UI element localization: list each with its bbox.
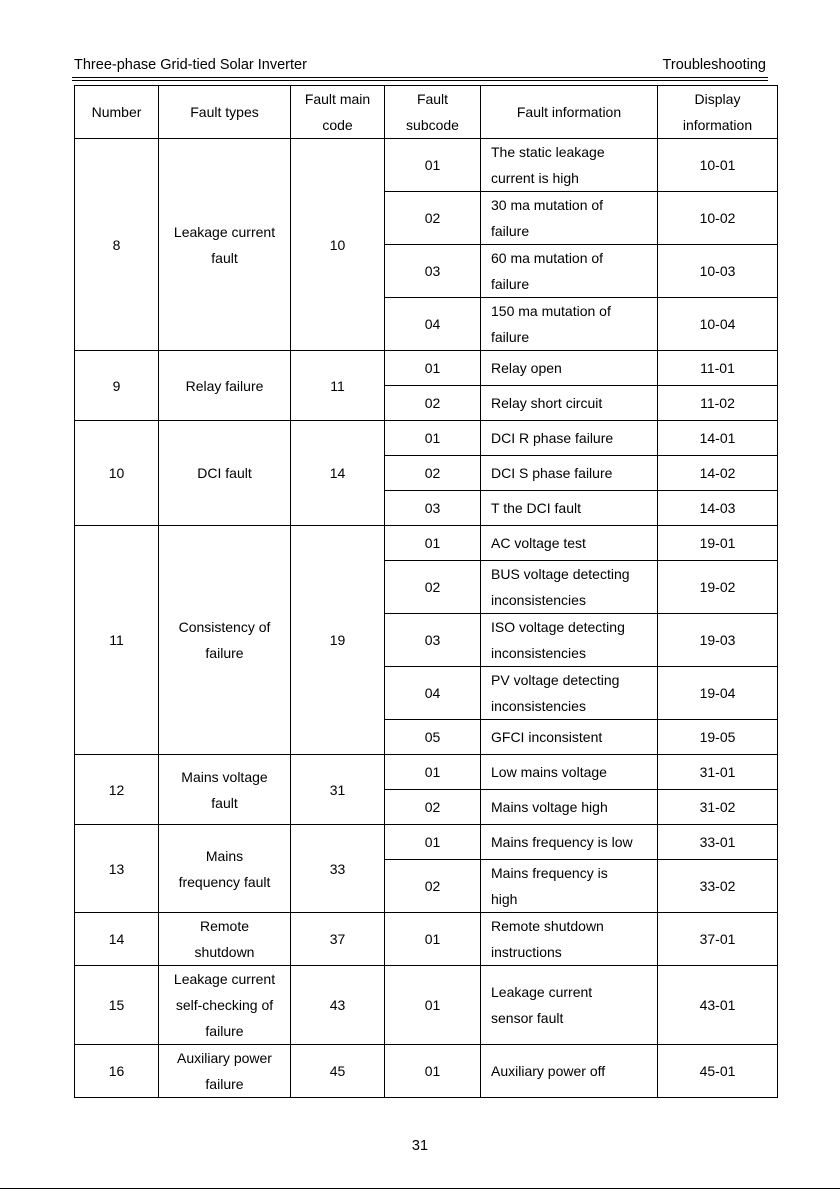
cell-text-line: DCI fault [197,465,252,481]
table-header-row [75,86,778,139]
cell-text-line: Relay short circuit [491,395,603,411]
fault-information-cell [481,860,658,913]
display-information-cell: 14-01 [658,421,778,456]
fault-subcode-cell: 01 [385,825,481,860]
fault-subcode-cell: 01 [385,913,481,966]
cell-text-line: Mains frequency is [491,865,608,881]
display-information-cell: 31-01 [658,755,778,790]
fault-information-cell [481,526,658,561]
cell-text-line: PV voltage detecting [491,672,620,688]
fault-subcode-cell: 04 [385,298,481,351]
table-row [75,351,778,386]
cell-text-line: Fault main [304,91,371,107]
page-number: 31 [411,1138,429,1154]
fault-subcode-cell: 01 [385,421,481,456]
cell-text-line: Mains frequency is low [491,834,633,850]
table-row [75,1045,778,1098]
table-row [75,913,778,966]
fault-type-cell [159,966,291,1045]
fault-subcode-cell: 02 [385,456,481,491]
cell-text-line: failure [205,1023,244,1039]
display-information-cell: 10-01 [658,139,778,192]
fault-number-cell: 11 [75,526,159,755]
fault-information-cell [481,667,658,720]
cell-text-line: failure [491,276,530,292]
fault-subcode-cell: 02 [385,192,481,245]
fault-subcode-cell: 01 [385,139,481,192]
fault-information-cell [481,386,658,421]
cell-text-line: self-checking of [175,997,274,1013]
fault-subcode-cell: 02 [385,561,481,614]
table-row [75,421,778,456]
fault-subcode-cell: 02 [385,860,481,913]
fault-information-cell [481,790,658,825]
cell-text-line: shutdown [194,944,255,960]
table-row [75,755,778,790]
fault-information-cell [481,192,658,245]
cell-text-line: Mains voltage high [491,799,608,815]
fault-information-cell [481,298,658,351]
display-information-cell: 11-02 [658,386,778,421]
running-header-title: Three-phase Grid-tied Solar Inverter [74,57,307,73]
cell-text-line: The static leakage [491,144,605,160]
cell-text-line: inconsistencies [491,592,586,608]
fault-information-cell [481,421,658,456]
table-row [75,526,778,561]
cell-text-line: Relay failure [185,377,264,394]
display-information-cell: 19-01 [658,526,778,561]
cell-text-line: failure [491,329,530,345]
fault-information-cell [481,614,658,667]
cell-text-line: Leakage current [491,984,593,1000]
fault-main-code-cell: 14 [291,421,385,526]
cell-text-line: Consistency of [178,619,271,635]
fault-number-cell: 9 [75,351,159,421]
fault-number-cell: 12 [75,755,159,825]
cell-text-line: failure [205,1076,244,1092]
fault-main-code-cell: 43 [291,966,385,1045]
cell-text-line: Mains voltage [181,768,268,785]
fault-subcode-cell: 01 [385,966,481,1045]
cell-text-line: 30 ma mutation of [491,197,604,213]
cell-text-line: frequency fault [178,873,271,890]
display-information-cell: 31-02 [658,790,778,825]
table-row [75,966,778,1045]
header-display-information [658,86,778,139]
header-fault-information [481,86,658,139]
cell-text-line: sensor fault [491,1010,564,1026]
cell-text-line: instructions [491,944,562,960]
cell-text-line: Auxiliary power [177,1050,272,1066]
cell-text-line: Mains [205,847,244,864]
cell-text-line: inconsistencies [491,645,586,661]
fault-information-cell [481,491,658,526]
display-information-cell: 43-01 [658,966,778,1045]
cell-text-line: 150 ma mutation of [491,303,611,319]
cell-text-line: Fault information [516,104,622,120]
fault-subcode-cell: 03 [385,245,481,298]
fault-number-cell: 15 [75,966,159,1045]
cell-text-line: Fault types [190,104,259,120]
fault-information-cell [481,139,658,192]
fault-information-cell [481,966,658,1045]
fault-type-cell [159,351,291,421]
header-number [75,86,159,139]
fault-code-table [74,85,778,1098]
fault-information-cell [481,351,658,386]
cell-text-line: information [682,117,753,133]
cell-text-line: current is high [491,170,579,186]
fault-main-code-cell: 45 [291,1045,385,1098]
fault-number-cell: 13 [75,825,159,913]
fault-subcode-cell: 03 [385,614,481,667]
table-body [75,139,778,1098]
fault-information-cell [481,1045,658,1098]
fault-subcode-cell: 02 [385,386,481,421]
fault-main-code-cell: 11 [291,351,385,421]
cell-text-line: fault [211,249,238,266]
cell-text-line: failure [491,223,530,239]
display-information-cell: 19-03 [658,614,778,667]
header-fault-subcode [385,86,481,139]
fault-information-cell [481,825,658,860]
fault-main-code-cell: 33 [291,825,385,913]
fault-main-code-cell: 10 [291,139,385,351]
fault-information-cell [481,913,658,966]
display-information-cell: 37-01 [658,913,778,966]
fault-main-code-cell: 37 [291,913,385,966]
footer-rule [0,1188,840,1189]
display-information-cell: 33-01 [658,825,778,860]
cell-text-line: DCI S phase failure [491,465,613,481]
fault-type-cell [159,913,291,966]
header-fault-types [159,86,291,139]
cell-text-line: Display [694,91,741,107]
fault-subcode-cell: 04 [385,667,481,720]
fault-type-cell [159,139,291,351]
cell-text-line: GFCI inconsistent [491,729,603,745]
fault-type-cell [159,1045,291,1098]
display-information-cell: 10-02 [658,192,778,245]
display-information-cell: 19-02 [658,561,778,614]
fault-subcode-cell: 03 [385,491,481,526]
running-header-section: Troubleshooting [662,57,766,73]
cell-text-line: Remote [199,918,250,934]
cell-text-line: Number [91,104,142,120]
cell-text-line: AC voltage test [491,535,586,551]
fault-main-code-cell: 19 [291,526,385,755]
fault-information-cell [481,561,658,614]
fault-subcode-cell: 01 [385,526,481,561]
display-information-cell: 19-05 [658,720,778,755]
fault-number-cell: 16 [75,1045,159,1098]
cell-text-line: Relay open [491,360,562,376]
fault-number-cell: 14 [75,913,159,966]
fault-main-code-cell: 31 [291,755,385,825]
display-information-cell: 14-03 [658,491,778,526]
cell-text-line: ISO voltage detecting [491,619,625,635]
cell-text-line: subcode [406,117,459,133]
fault-subcode-cell: 01 [385,1045,481,1098]
fault-information-cell [481,755,658,790]
fault-subcode-cell: 02 [385,790,481,825]
fault-subcode-cell: 01 [385,351,481,386]
fault-type-cell [159,421,291,526]
cell-text-line: high [491,891,518,907]
display-information-cell: 10-04 [658,298,778,351]
fault-type-cell [159,755,291,825]
fault-subcode-cell: 05 [385,720,481,755]
cell-text-line: Leakage current [173,971,276,987]
display-information-cell: 19-04 [658,667,778,720]
cell-text-line: Auxiliary power off [491,1063,606,1079]
cell-text-line: failure [205,645,244,661]
cell-text-line: Remote shutdown [491,918,604,934]
cell-text-line: Leakage current [173,223,276,240]
display-information-cell: 10-03 [658,245,778,298]
display-information-cell: 33-02 [658,860,778,913]
fault-information-cell [481,720,658,755]
cell-text-line: fault [211,794,238,811]
header-rule [72,80,768,81]
cell-text-line: inconsistencies [491,698,586,714]
display-information-cell: 11-01 [658,351,778,386]
display-information-cell: 14-02 [658,456,778,491]
header-rule [72,77,768,78]
cell-text-line: code [322,117,353,133]
display-information-cell: 45-01 [658,1045,778,1098]
table-row [75,825,778,860]
fault-number-cell: 10 [75,421,159,526]
cell-text-line: Low mains voltage [491,764,607,780]
fault-subcode-cell: 01 [385,755,481,790]
fault-type-cell [159,825,291,913]
fault-information-cell [481,456,658,491]
header-fault-main-code [291,86,385,139]
cell-text-line: BUS voltage detecting [491,566,630,582]
table-row [75,139,778,192]
cell-text-line: DCI R phase failure [491,430,614,446]
cell-text-line: Fault [416,91,449,107]
cell-text-line: 60 ma mutation of [491,250,604,266]
cell-text-line: T the DCI fault [491,500,582,516]
fault-information-cell [481,245,658,298]
fault-type-cell [159,526,291,755]
fault-number-cell: 8 [75,139,159,351]
